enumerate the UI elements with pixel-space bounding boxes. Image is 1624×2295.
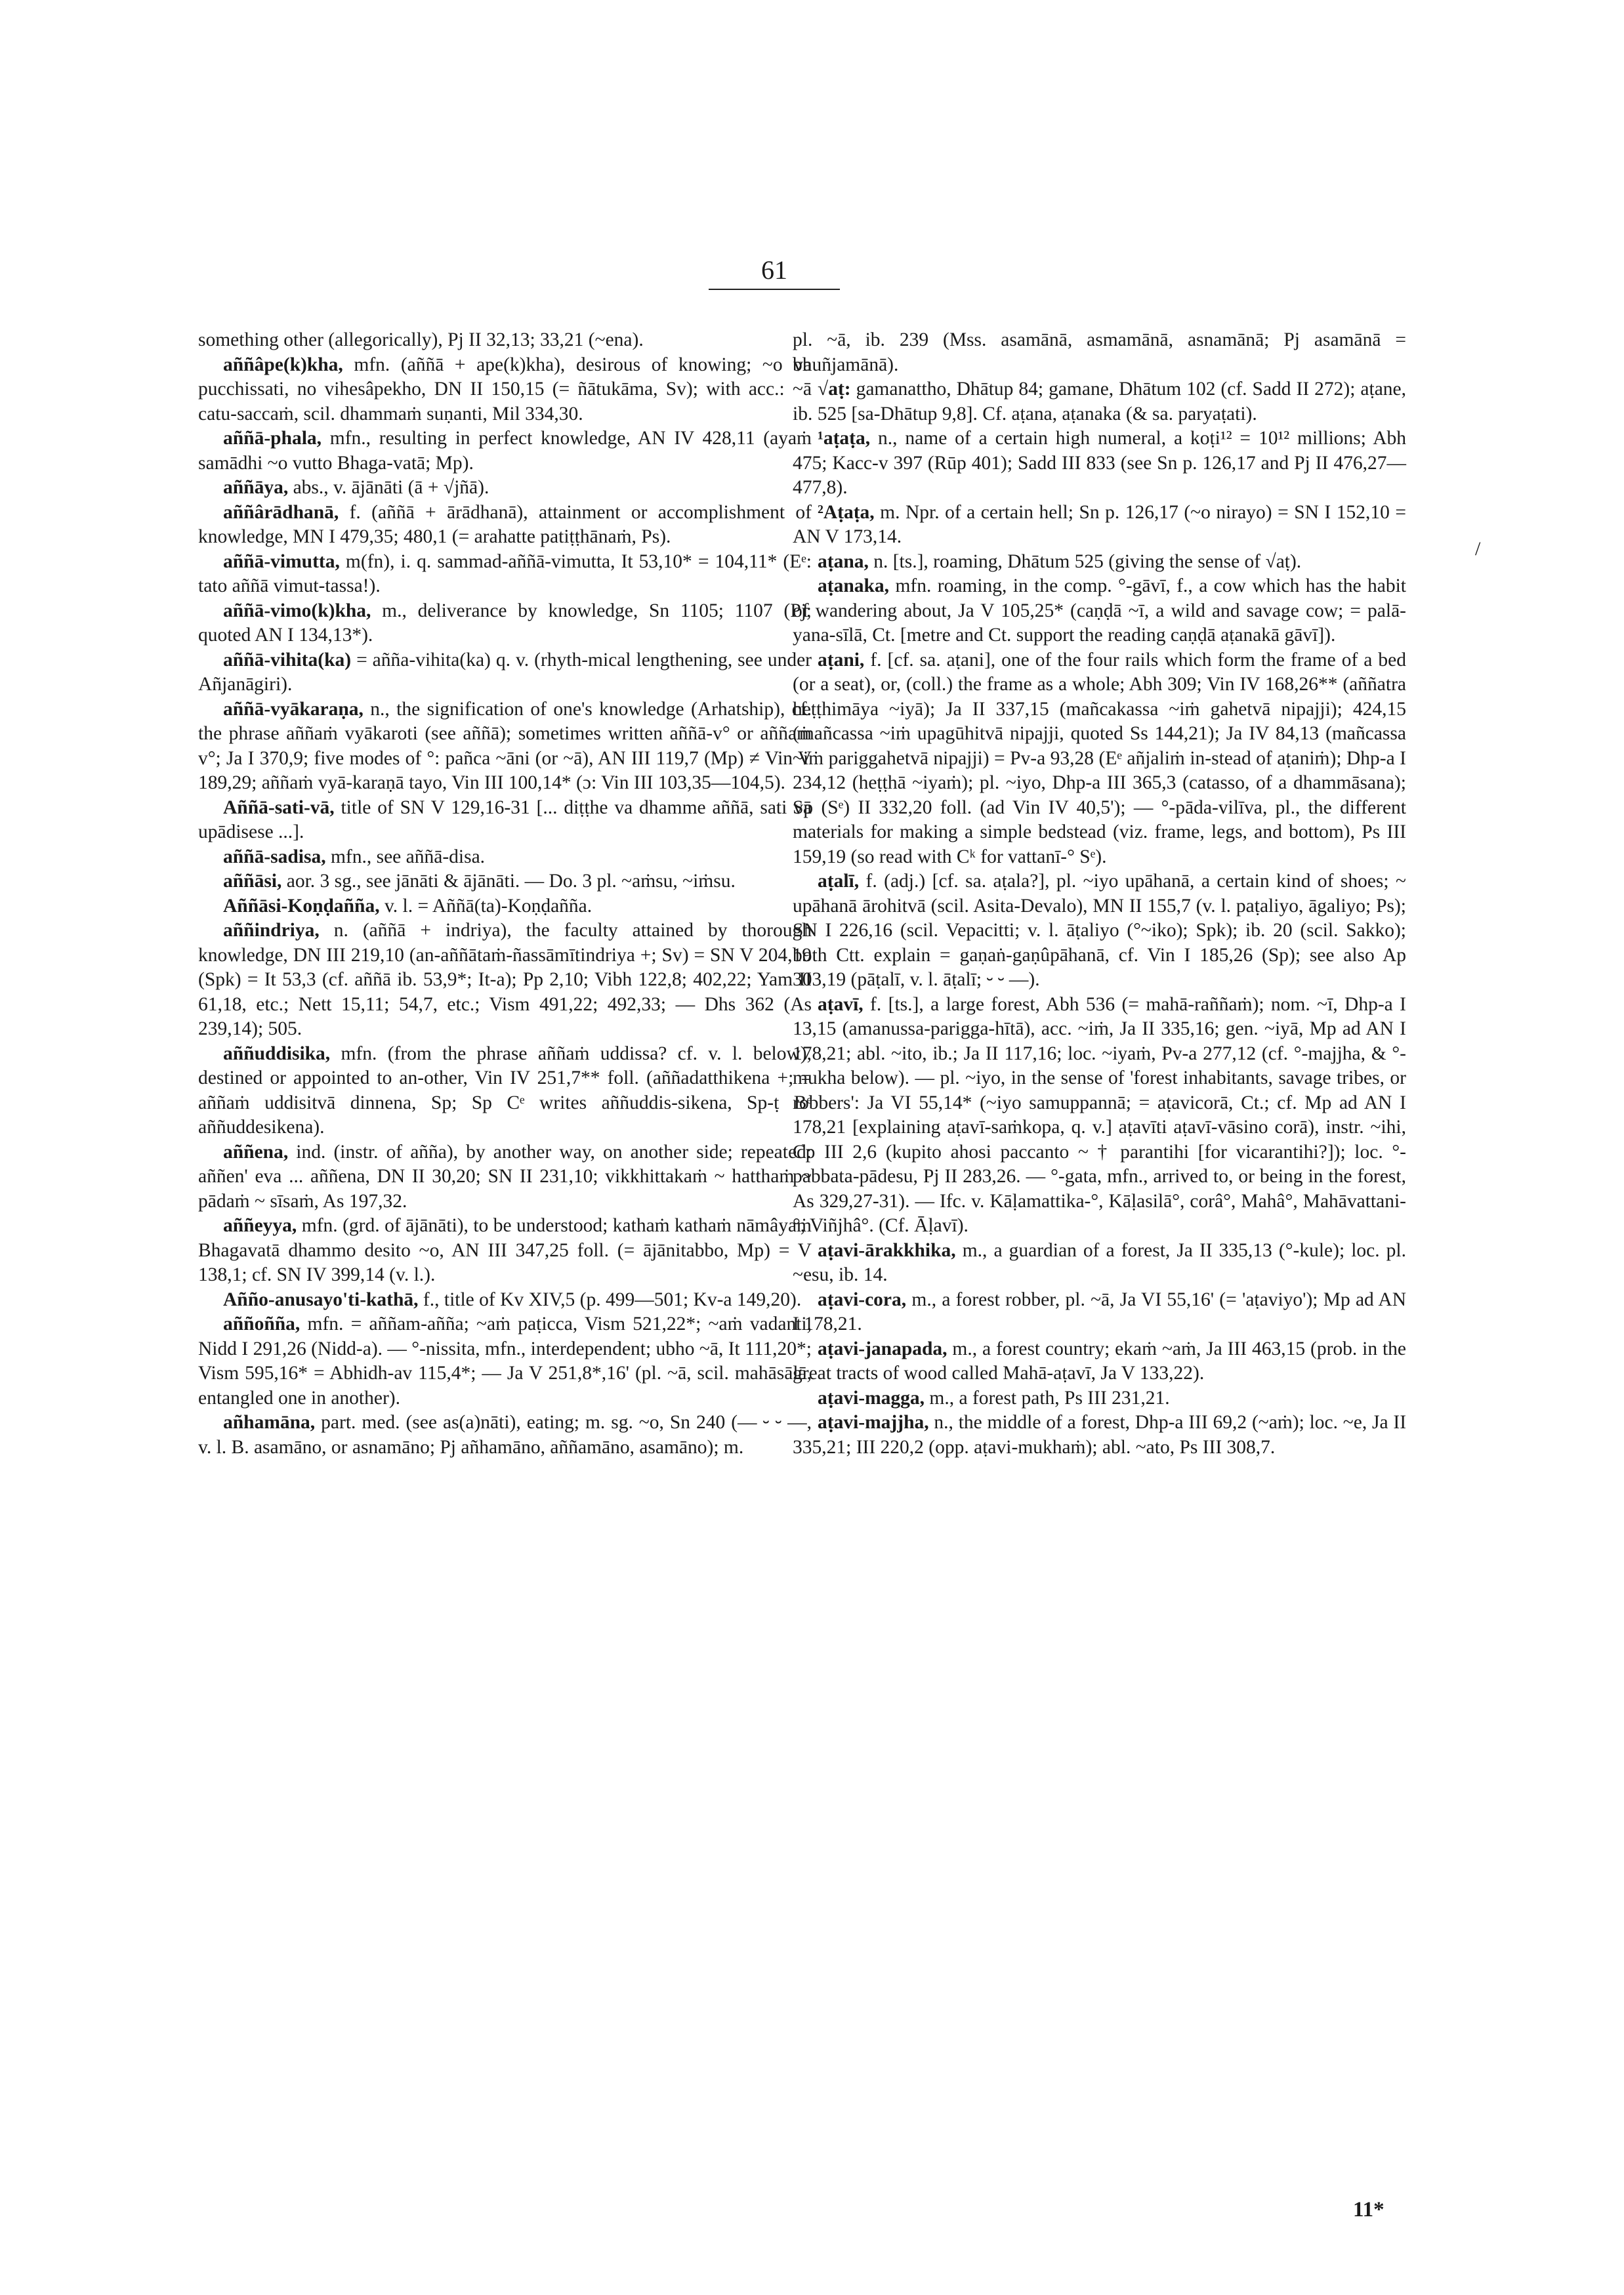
entry-headword: √aṭ:: [818, 379, 851, 400]
entry-headword: aṭavī,: [818, 993, 864, 1015]
entry-headword: aññāsi,: [223, 871, 282, 892]
entry-body: mfn. (grd. of ājānāti), to be understood; kathaṁ kathaṁ nāmâyaṁ Bhagavatā dhammo desito ~o, AN III 347,25 foll. (= ājānitabbo, Mp) = V 138,1; cf. SN IV 399,14 (v. l.).: [198, 1215, 812, 1285]
entry-headword: aññā-vihita(ka): [223, 649, 352, 671]
entry-body: f. [cf. sa. aṭani], one of the four rails which form the frame of a bed (or a seat), or, (coll.) the frame as a whole; Abh 309; Vin IV 168,26** (aññatra heṭṭhimāya ~iyā); Ja II 337,15 (mañcakassa ~iṁ gahetvā nipajji); 424,15 (mañcassa ~iṁ upagūhitvā nipajji, quoted Ss 144,21); Ja IV 84,13 (mañcassa ~iṁ pariggahetvā nipajji) = Pv-a 93,28 (Eᵉ añjaliṁ in-stead of aṭaniṁ); Dhp-a I 234,12 (heṭṭhā ~iyaṁ); pl. ~iyo, Dhp-a III 365,3 (catasso, of a dhammāsana); Sp (Sᵉ) II 332,20 foll. (ad Vin IV 40,5'); — °-pāda-vilīva, pl., the different materials for making a simple bedstead (viz. frame, legs, and bottom), Ps III 159,19 (so read with Cᵏ for vattanī-° Sᵉ).: [793, 649, 1407, 867]
entry-body: n. [ts.], roaming, Dhātum 525 (giving the sense of √aṭ).: [873, 550, 1302, 572]
dictionary-entry: [793, 1411, 1406, 1460]
entry-headword: ¹aṭaṭa,: [818, 428, 871, 449]
dictionary-entry: [793, 1239, 1406, 1288]
header-rule: [709, 289, 840, 290]
dictionary-entry: [198, 501, 812, 550]
dictionary-entry: [198, 919, 812, 1042]
signature-mark: 11*: [1353, 2198, 1385, 2222]
entry-headword: aṭavi-cora,: [818, 1289, 907, 1310]
entry-headword: aññâpe(k)kha,: [223, 354, 343, 375]
entry-body: v. l. = Aññā(ta)-Koṇḍañña.: [384, 895, 593, 917]
dictionary-entry: [793, 1337, 1406, 1386]
entry-headword: aññârādhanā,: [223, 501, 339, 523]
entry-headword: aṭavi-janapada,: [818, 1338, 947, 1359]
dictionary-entry: [198, 1288, 812, 1313]
dictionary-entry: [198, 1312, 812, 1411]
entry-headword: ²Aṭaṭa,: [818, 501, 875, 523]
margin-mark: /: [1475, 538, 1481, 560]
dictionary-entry: [198, 1042, 812, 1140]
entry-body: m., a forest robber, pl. ~ā, Ja VI 55,16' (= 'aṭaviyo'); Mp ad AN I 178,21.: [793, 1289, 1407, 1334]
entry-body: m., a forest country; ekaṁ ~aṁ, Ja III 463,15 (prob. in the great tracts of wood called Mahā-aṭavī, Ja V 133,22).: [793, 1338, 1407, 1384]
entry-body: n., the middle of a forest, Dhp-a III 69,2 (~aṁ); loc. ~e, Ja II 335,21; III 220,2 (opp. aṭavi-mukhaṁ); abl. ~ato, Ps III 308,7.: [793, 1412, 1407, 1458]
entry-body: ind. (instr. of añña), by another way, on another side; repeated: aññen' eva ... aññena, DN II 30,20; SN II 231,10; vikkhittakaṁ ~ hatthaṁ ~ pādaṁ ~ sīsaṁ, As 197,32.: [198, 1141, 812, 1212]
entry-headword: aññena,: [223, 1141, 289, 1163]
left-column: [198, 328, 812, 1460]
dictionary-entry: [198, 476, 812, 501]
dictionary-entry: [793, 574, 1406, 648]
entry-headword: aṭavi-magga,: [818, 1387, 925, 1409]
entry-headword: aññeyya,: [223, 1215, 297, 1236]
entry-headword: aññindriya,: [223, 920, 320, 941]
entry-headword: aññoñña,: [223, 1313, 301, 1334]
dictionary-entry: [198, 550, 812, 599]
dictionary-entry: [198, 1140, 812, 1214]
dictionary-entry: [198, 697, 812, 796]
right-column: [793, 328, 1406, 1460]
entry-headword: aññuddisika,: [223, 1043, 331, 1064]
entry-body: abs., v. ājānāti (ā + √jñā).: [293, 477, 489, 498]
dictionary-entry: [793, 1386, 1406, 1411]
entry-body: m., a guardian of a forest, Ja II 335,13 (°-kule); loc. pl. ~esu, ib. 14.: [793, 1239, 1407, 1285]
dictionary-entry: [793, 328, 1406, 377]
dictionary-entry: [198, 845, 812, 870]
entry-body: = añña-vihita(ka) q. v. (rhyth-mical lengthening, see under Añjanāgiri).: [198, 649, 812, 695]
entry-body: n., the signification of one's knowledge (Arhatship), cf. the phrase aññaṁ vyākaroti (see aññā); sometimes written aññā-v° or aññaṁ v°; Ja I 370,9; five modes of °: pañca ~āni (or ~ā), AN III 119,7 (Mp) ≠ Vin V 189,29; aññaṁ vyā-karaṇā tayo, Vin III 100,14* (ɔ: Vin III 103,35—104,5).: [198, 698, 812, 793]
dictionary-entry: [198, 869, 812, 894]
entry-body: pl. ~ā, ib. 239 (Mss. asamānā, asmamānā, asnamānā; Pj asamānā = bhuñjamānā).: [793, 329, 1406, 375]
entry-body: mfn. (aññā + ape(k)kha), desirous of knowing; ~o va pucchissati, no vihesâpekho, DN II 150,15 (= ñātukāma, Sv); with acc.: ~ā catu-saccaṁ, scil. dhammaṁ suṇanti, Mil 334,30.: [198, 354, 812, 424]
entry-body: m(fn), i. q. sammad-aññā-vimutta, It 53,10* = 104,11* (Eᵉ: tato aññā vimut-tassa!).: [198, 550, 812, 596]
entry-body: m. Npr. of a certain hell; Sn p. 126,17 (~o nirayo) = SN I 152,10 = AN V 173,14.: [793, 501, 1406, 547]
dictionary-entry: [793, 426, 1406, 501]
dictionary-entry: [198, 894, 812, 919]
entry-body: title of SN V 129,16-31 [... diṭṭhe va dhamme aññā, sati vā upādisese ...].: [198, 796, 812, 842]
entry-headword: aṭalī,: [818, 871, 860, 892]
entry-headword: aññā-vimo(k)kha,: [223, 600, 371, 621]
entry-body: mfn. (from the phrase aññaṁ uddissa? cf. v. l. below), destined or appointed to an-other, Vin IV 251,7** foll. (aññadatthikena +; = aññaṁ uddisitvā dinnena, Sp; Sp Cᵉ writes aññuddis-sikena, Sp-ṭ Bᵉ aññuddesikena).: [198, 1043, 812, 1138]
dictionary-entry: [198, 648, 812, 697]
dictionary-entry: [198, 353, 812, 427]
entry-body: f. [ts.], a large forest, Abh 536 (= mahā-raññaṁ); nom. ~ī, Dhp-a I 13,15 (amanussa-parigga-hītā), acc. ~iṁ, Ja II 335,16; gen. ~iyā, Mp ad AN I 178,21; abl. ~ito, ib.; Ja II 117,16; loc. ~iyaṁ, Pv-a 277,12 (cf. °-majjha, & °-mukha below). — pl. ~iyo, in the sense of 'forest inhabitants, savage tribes, or robbers': Ja VI 55,14* (~iyo samuppannā; = aṭavicorā, Ct.; cf. Mp ad AN I 178,21 [explaining aṭavī-saṁkopa, q. v.] aṭavīti aṭavī-vāsino corā), instr. ~ihi, Cp III 2,6 (kupito ahosi paccanto ~ † parantihi [for vicarantihi?]); loc. °-pabbata-pādesu, Pj II 283,26. — °-gata, mfn., arrived to, or being in the forest, As 329,27-31). — Ifc. v. Kāḷamattika-°, Kāḷasilā°, corâ°, Mahâ°, Mahāvattani-°, Viñjhâ°. (Cf. Āḷavī).: [793, 993, 1406, 1236]
entry-headword: aññā-phala,: [223, 428, 322, 449]
entry-body: mfn., see aññā-disa.: [330, 846, 486, 867]
dictionary-entry: [793, 501, 1406, 550]
entry-headword: aññā-vyākaraṇa,: [223, 698, 364, 720]
entry-headword: aññāya,: [223, 477, 289, 498]
dictionary-entry: [198, 426, 812, 476]
entry-headword: aññā-vimutta,: [223, 550, 340, 572]
entry-headword: aṭanaka,: [818, 575, 890, 596]
entry-headword: aṭavi-majjha,: [818, 1412, 929, 1433]
entry-body: part. med. (see as(a)nāti), eating; m. sg. ~o, Sn 240 (— ⏑ ⏑ —, v. l. B. asamāno, or asnamāno; Pj añhamāno, aññamāno, asamāno); m.: [198, 1412, 812, 1458]
entry-headword: Añño-anusayo'ti-kathā,: [223, 1289, 419, 1310]
dictionary-entry: [793, 1288, 1406, 1337]
dictionary-entry: [198, 599, 812, 648]
entry-body: gamanattho, Dhātup 84; gamane, Dhātum 102 (cf. Sadd II 272); aṭane, ib. 525 [sa-Dhātup 9,8]. Cf. aṭana, aṭanaka (& sa. paryaṭati).: [793, 379, 1407, 424]
entry-headword: aṭavi-ārakkhika,: [818, 1239, 956, 1261]
entry-headword: Aññā-sati-vā,: [223, 796, 335, 818]
entry-body: m., deliverance by knowledge, Sn 1105; 1107 (Pj; quoted AN I 134,13*).: [198, 600, 812, 646]
entry-body: something other (allegorically), Pj II 32,13; 33,21 (~ena).: [198, 329, 644, 350]
entry-headword: aṭana,: [818, 550, 869, 572]
dictionary-entry: [793, 869, 1406, 993]
entry-body: mfn. = aññam-añña; ~aṁ paṭicca, Vism 521,22*; ~aṁ vadanti, Nidd I 291,26 (Nidd-a). — °-nissita, mfn., interdependent; ubho ~ā, It 111,20*; Vism 595,16* = Abhidh-av 115,4*; — Ja V 251,8*,16' (pl. ~ā, scil. mahāsālā, entangled one in another).: [198, 1313, 812, 1409]
dictionary-entry: [198, 796, 812, 845]
entry-headword: añhamāna,: [223, 1412, 316, 1433]
entry-headword: aṭani,: [818, 649, 865, 671]
dictionary-entry: [793, 550, 1406, 575]
entry-body: n. (aññā + indriya), the faculty attained by thorough knowledge, DN III 219,10 (an-aññātaṁ-ñassāmītindriya +; Sv) = SN V 204,19 (Spk) = It 53,3 (cf. aññā ib. 53,9*; It-a); Pp 2,10; Vibh 122,8; 402,22; Yam II 61,18, etc.; Nett 15,11; 54,7, etc.; Vism 491,22; 492,33; — Dhs 362 (As 239,14); 505.: [198, 920, 812, 1039]
entry-body: f. (adj.) [cf. sa. aṭala?], pl. ~iyo upāhanā, a certain kind of shoes; ~ upāhanā ārohitvā (scil. Asita-Devalo), MN II 155,7 (v. l. paṭaliyo, āgaliyo; Ps); SN I 226,16 (scil. Vepacitti; v. l. āṭaliyo (°~iko); Spk); ib. 20 (scil. Sakko); both Ctt. explain = gaṇaṅ-gaṇûpāhanā, cf. Vin I 185,26 (Sp); see also Ap 303,19 (pāṭalī, v. l. āṭalī; ⏑ ⏑ —).: [793, 871, 1406, 990]
entry-body: m., a forest path, Ps III 231,21.: [929, 1387, 1170, 1409]
dictionary-entry: [198, 1214, 812, 1288]
entry-body: mfn. roaming, in the comp. °-gāvī, f., a cow which has the habit of wandering about, Ja V 105,25* (caṇḍā ~ī, a wild and savage cow; = palā-yana-sīlā, Ct. [metre and Ct. support the reading caṇḍā aṭanakā gāvī]).: [793, 575, 1406, 646]
entry-headword: Aññāsi-Koṇḍañña,: [223, 895, 380, 917]
page-number: 61: [761, 255, 787, 285]
entry-body: n., name of a certain high numeral, a koṭi¹² = 10¹² millions; Abh 475; Kacc-v 397 (Rūp 401); Sadd III 833 (see Sn p. 126,17 and Pj II 476,27—477,8).: [793, 428, 1406, 498]
entry-body: aor. 3 sg., see jānāti & ājānāti. — Do. 3 pl. ~aṁsu, ~iṁsu.: [286, 871, 736, 892]
dictionary-entry: [198, 328, 812, 353]
dictionary-entry: [793, 377, 1406, 426]
entry-body: f., title of Kv XIV,5 (p. 499—501; Kv-a 149,20).: [423, 1289, 802, 1310]
dictionary-entry: [793, 648, 1406, 870]
dictionary-entry: [198, 1411, 812, 1460]
entry-body: f. (aññā + ārādhanā), attainment or accomplishment of knowledge, MN I 479,35; 480,1 (= arahatte patiṭṭhānaṁ, Ps).: [198, 501, 812, 547]
entry-body: mfn., resulting in perfect knowledge, AN IV 428,11 (ayaṁ samādhi ~o vutto Bhaga-vatā; Mp).: [198, 428, 812, 474]
entry-headword: aññā-sadisa,: [223, 846, 326, 867]
dictionary-entry: [793, 993, 1406, 1239]
